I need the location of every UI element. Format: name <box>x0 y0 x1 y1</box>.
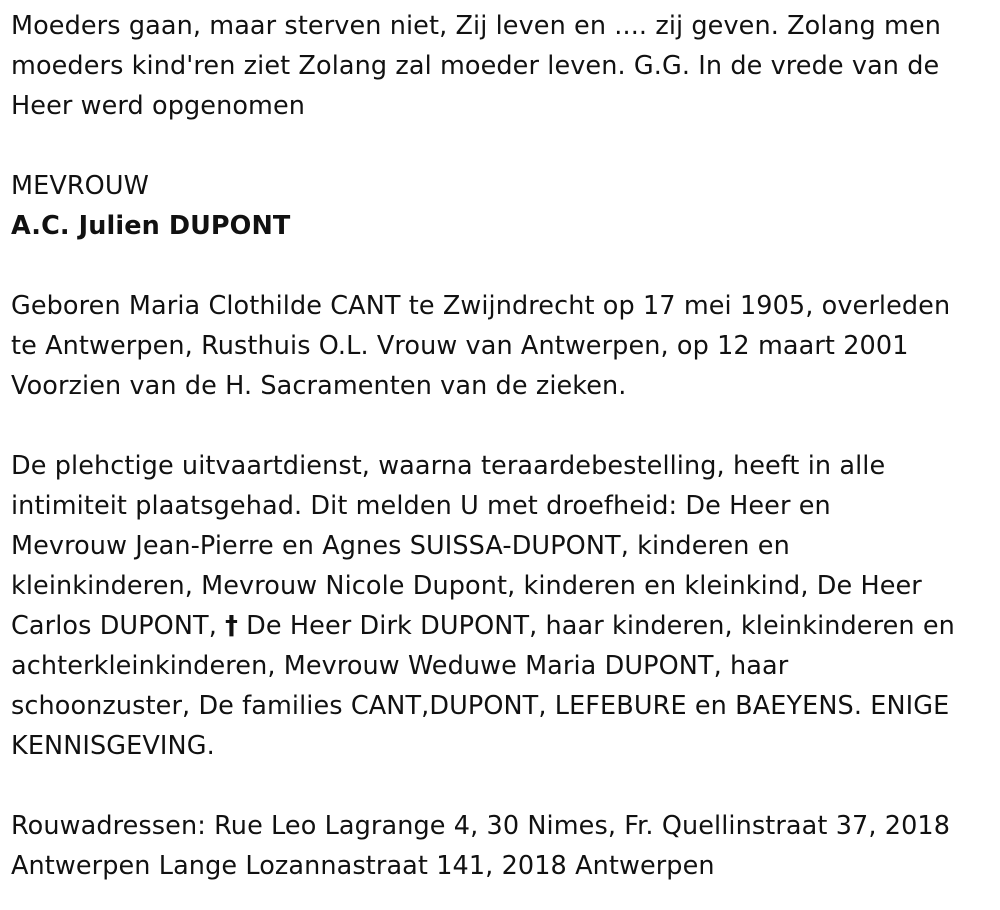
spacer <box>11 126 980 166</box>
deceased-name: A.C. Julien DUPONT <box>11 211 291 241</box>
text-line: moeders kind'ren ziet Zolang zal moeder leven. G.G. In de vrede van de <box>11 51 940 81</box>
text-line: achterkleinkinderen, Mevrouw Weduwe Maria DUPONT, haar <box>11 651 789 681</box>
text-line: Moeders gaan, maar sterven niet, Zij leven en .... zij geven. Zolang men <box>11 11 942 41</box>
birth-paragraph <box>11 286 980 406</box>
service-paragraph <box>11 446 980 766</box>
text-line: Mevrouw Jean-Pierre en Agnes SUISSA-DUPONT, kinderen en <box>11 531 790 561</box>
text-line: intimiteit plaatsgehad. Dit melden U met droefheid: De Heer en <box>11 491 831 521</box>
text-segment: Carlos DUPONT, <box>11 611 226 641</box>
text-segment: De Heer Dirk DUPONT, haar kinderen, kleinkinderen en <box>237 611 955 641</box>
text-line: Voorzien van de H. Sacramenten van de zieken. <box>11 371 627 401</box>
text-line: Antwerpen Lange Lozannastraat 141, 2018 Antwerpen <box>11 851 715 881</box>
text-line: te Antwerpen, Rusthuis O.L. Vrouw van Antwerpen, op 12 maart 2001 <box>11 331 909 361</box>
addresses-paragraph <box>11 806 980 886</box>
text-line: Rouwadressen: Rue Leo Lagrange 4, 30 Nimes, Fr. Quellinstraat 37, 2018 <box>11 811 951 841</box>
text-line: schoonzuster, De families CANT,DUPONT, LEFEBURE en BAEYENS. ENIGE <box>11 691 950 721</box>
text-line <box>11 606 980 646</box>
text-line: De plehctige uitvaartdienst, waarna teraardebestelling, heeft in alle <box>11 451 886 481</box>
intro-paragraph <box>11 6 980 126</box>
title-line: MEVROUW <box>11 171 149 201</box>
text-line: Heer werd opgenomen <box>11 91 306 121</box>
text-line: kleinkinderen, Mevrouw Nicole Dupont, kinderen en kleinkind, De Heer <box>11 571 922 601</box>
text-line: KENNISGEVING. <box>11 731 215 761</box>
cross-symbol: † <box>225 611 238 641</box>
spacer <box>11 246 980 286</box>
spacer <box>11 406 980 446</box>
spacer <box>11 766 980 806</box>
text-line: Geboren Maria Clothilde CANT te Zwijndrecht op 17 mei 1905, overleden <box>11 291 951 321</box>
